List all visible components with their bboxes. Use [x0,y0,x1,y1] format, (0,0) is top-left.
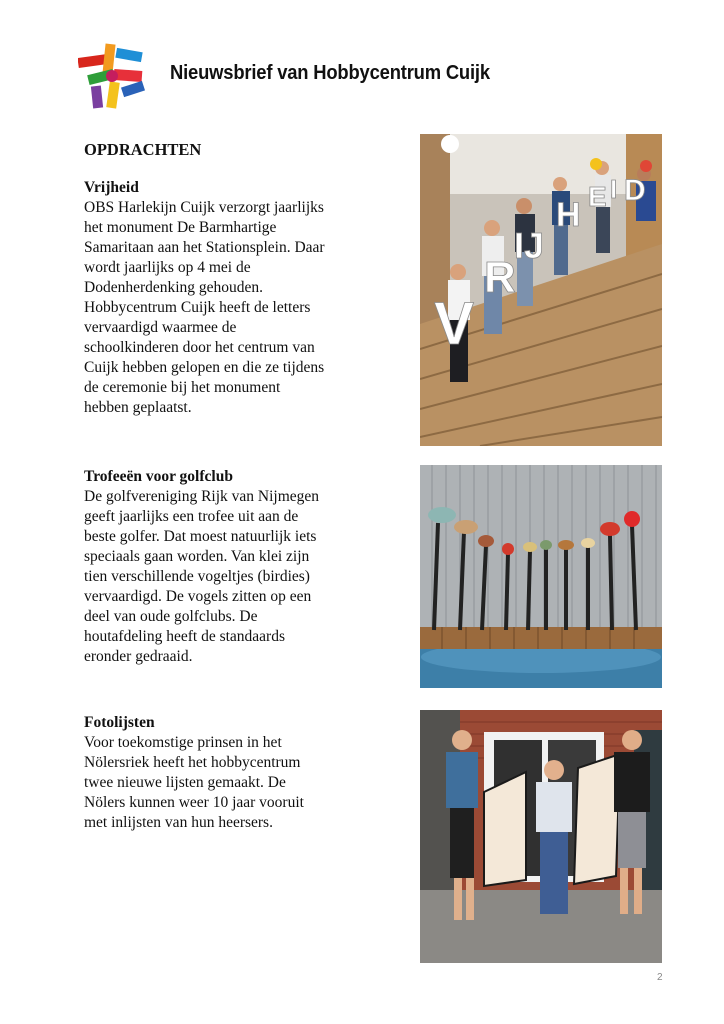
article-line: de ceremonie bij het monument [84,379,281,396]
article-line: schoolkinderen door het centrum van [84,339,315,356]
article-line: Cuijk hebben gelopen en die ze tijdens [84,359,325,376]
article-vrijheid [84,178,374,418]
article-line: met inlijsten van hun heersers. [84,814,273,831]
article-line: twee nieuwe lijsten gemaakt. De [84,774,286,791]
article-trofeeen [84,467,374,667]
article-line: Nölersriek heeft het hobbycentrum [84,754,301,771]
section-title: OPDRACHTEN [84,140,202,159]
photo-fotolijsten [420,710,662,963]
article-line: deel van oude golfclubs. De [84,608,258,625]
article-line: het monument De Barmhartige [84,219,277,236]
article-line: tien verschillende vogeltjes (birdies) [84,568,310,585]
article-heading: Vrijheid [84,179,139,196]
article-line: Samaritaan aan het Stationsplein. Daar [84,239,325,256]
letter-e: E [588,181,607,212]
article-line: Dodenherdenking gehouden. [84,279,264,296]
hands-logo-icon [78,42,148,110]
letter-ij: IJ [514,225,545,266]
article-heading: Trofeeën voor golfclub [84,468,233,485]
article-line: houtafdeling heeft de standaards [84,628,285,645]
article-line: vervaardigd waarmee de [84,319,237,336]
letter-i: I [610,174,618,204]
letter-d: D [624,174,646,207]
article-line: geeft jaarlijks een trofee uit aan de [84,508,299,525]
article-line: wordt jaarlijks op 4 mei de [84,259,251,276]
letter-r: R [484,253,516,302]
page-number: 2 [657,972,663,983]
article-line: Hobbycentrum Cuijk heeft de letters [84,299,311,316]
newsletter-title: Nieuwsbrief van Hobbycentrum Cuijk [170,62,490,84]
photo-vrijheid-letters [420,134,662,446]
article-line: Nölers kunnen weer 10 jaar vooruit [84,794,304,811]
article-line: Voor toekomstige prinsen in het [84,734,282,751]
article-fotolijsten [84,713,374,833]
letter-h: H [556,196,581,234]
article-line: De golfvereniging Rijk van Nijmegen [84,488,320,505]
article-line: beste golfer. Dat moest natuurlijk iets [84,528,317,545]
photo-golf-trophies [420,465,662,688]
article-line: OBS Harlekijn Cuijk verzorgt jaarlijks [84,199,324,216]
article-heading: Fotolijsten [84,714,155,731]
article-line: vervaardigd. De vogels zitten op een [84,588,312,605]
article-line: eronder gedraaid. [84,648,193,665]
article-line: hebben geplaatst. [84,399,192,416]
letter-v: V [434,290,475,357]
article-line: speciaals gaan worden. Van klei zijn [84,548,310,565]
